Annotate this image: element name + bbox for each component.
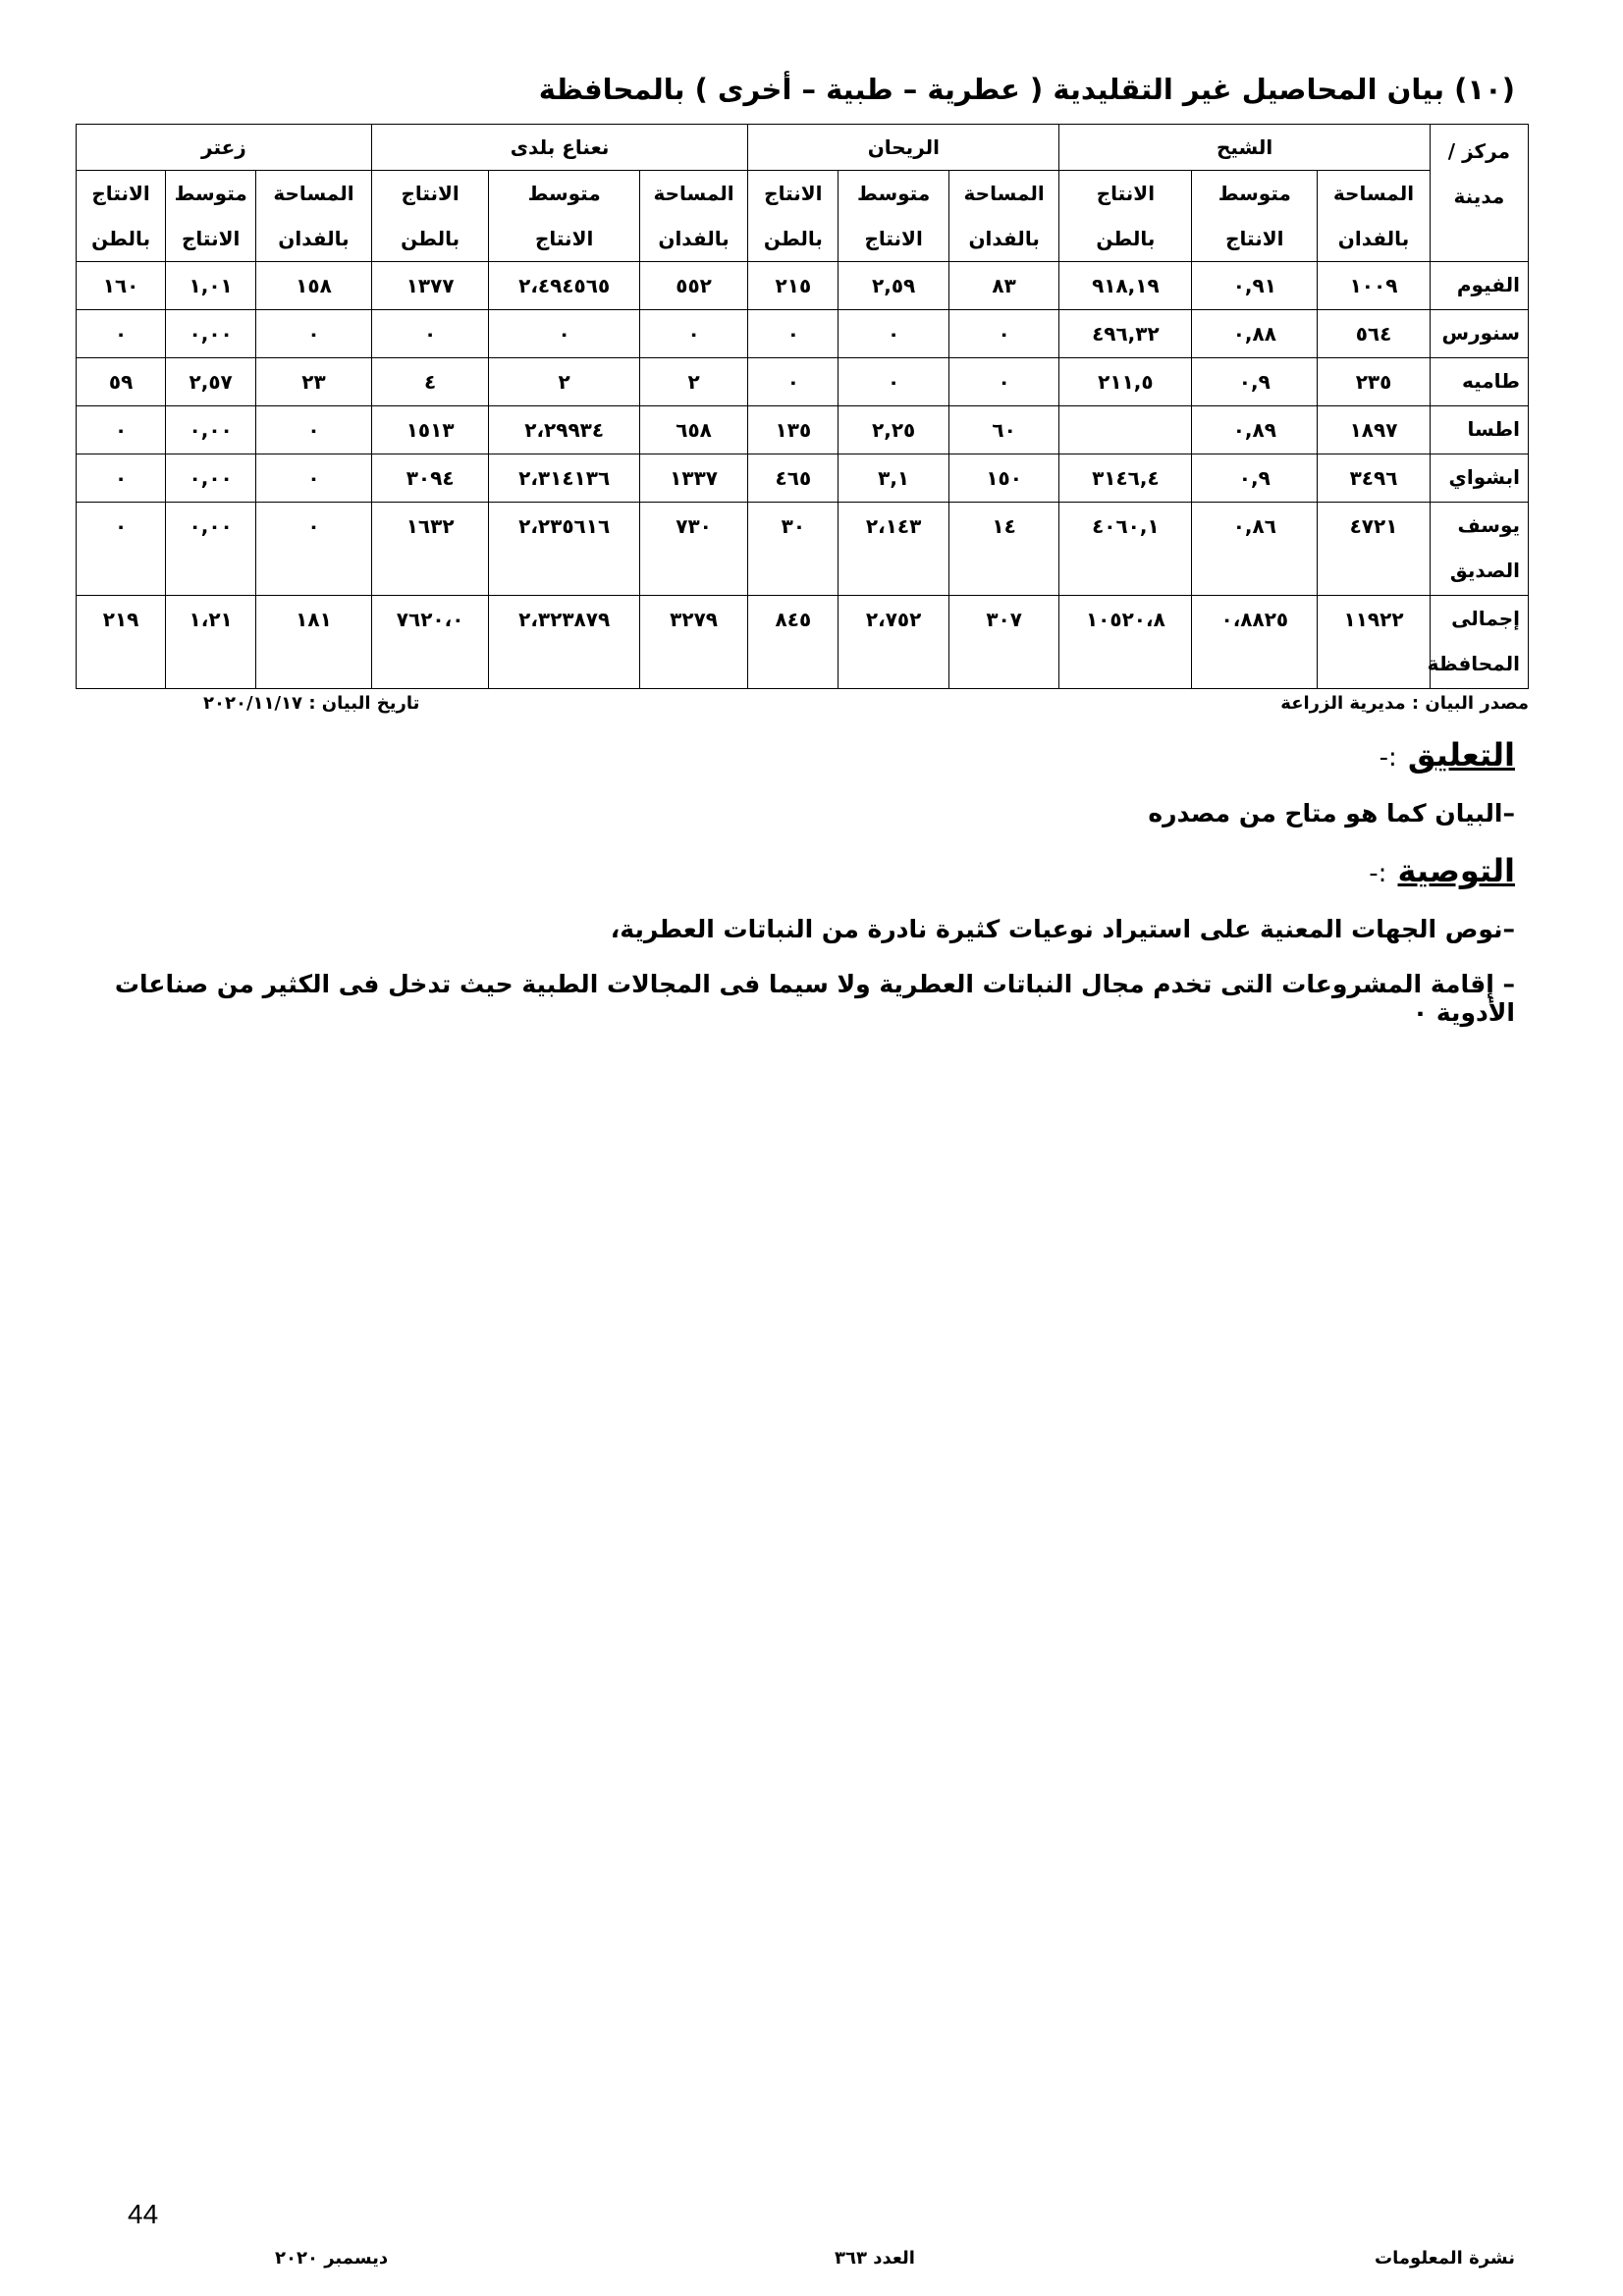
data-date: تاريخ البيان : ٢٠٢٠/١١/١٧	[203, 693, 420, 714]
value-cell: ٠	[639, 310, 747, 358]
value-cell: ٠	[256, 503, 372, 596]
page-title: (١٠) بيان المحاصيل غير التقليدية ( عطرية – طبية – أخرى ) بالمحافظة	[538, 73, 1515, 106]
subheader-line: الانتاج	[764, 182, 823, 205]
subheader-cell	[77, 171, 166, 262]
recommendation-heading-word: التوصية	[1397, 852, 1515, 889]
subheader-cell	[256, 171, 372, 262]
table-row	[77, 358, 1529, 406]
value-cell: ٢،٢٣٥٦١٦	[489, 503, 639, 596]
value-cell: ٠,٨٦	[1192, 503, 1318, 596]
subheader-line: الانتاج	[91, 182, 150, 205]
value-cell: ٨٣	[948, 262, 1059, 310]
value-cell: ١٦٠	[77, 262, 166, 310]
table-row	[77, 262, 1529, 310]
value-cell: ٠,٠٠	[166, 503, 256, 596]
center-name-cell: إجمالى المحافظة	[1430, 596, 1528, 689]
value-cell: ١٣٥	[748, 406, 839, 454]
value-cell: ٠,٩١	[1192, 262, 1318, 310]
subheader-line: بالطن	[1096, 227, 1156, 250]
value-cell: ٠,٠٠	[166, 310, 256, 358]
crops-table	[76, 124, 1529, 689]
recommendation-item-1: –نوص الجهات المعنية على استيراد نوعيات كثيرة نادرة من النباتات العطرية،	[610, 915, 1515, 943]
value-cell: ٣٠٩٤	[371, 454, 489, 503]
value-cell: ٩١٨,١٩	[1059, 262, 1192, 310]
comment-heading	[1380, 736, 1515, 774]
center-name-cell: اطسا	[1430, 406, 1528, 454]
value-cell: ٢,٥٩	[839, 262, 949, 310]
value-cell: ١٥١٣	[371, 406, 489, 454]
subheader-line: بالطن	[91, 227, 151, 250]
value-cell: ٠	[748, 310, 839, 358]
value-cell: ٣٠٧	[948, 596, 1059, 689]
value-cell: ٠	[371, 310, 489, 358]
value-cell: ٠	[839, 310, 949, 358]
value-cell: ٢،٢٩٩٣٤	[489, 406, 639, 454]
subheader-line: المساحة	[963, 182, 1045, 205]
subheader-line: بالفدان	[1337, 227, 1410, 250]
subheader-row	[77, 171, 1529, 262]
value-cell: ٢٣	[256, 358, 372, 406]
comment-heading-suffix: :-	[1379, 743, 1397, 773]
value-cell	[1059, 406, 1192, 454]
footer-issue: العدد ٣٦٣	[835, 2248, 915, 2269]
value-cell: ٠	[748, 358, 839, 406]
value-cell: ١٥٨	[256, 262, 372, 310]
subheader-line: الانتاج	[401, 182, 460, 205]
subheader-line: الانتاج	[181, 227, 241, 250]
value-cell: ١٤	[948, 503, 1059, 596]
value-cell: ١٣٣٧	[639, 454, 747, 503]
value-cell: ١١٩٢٢	[1318, 596, 1431, 689]
subheader-line: متوسط	[1217, 182, 1291, 205]
value-cell: ١٨٩٧	[1318, 406, 1431, 454]
value-cell: ٢	[639, 358, 747, 406]
value-cell: ٢،٣١٤١٣٦	[489, 454, 639, 503]
table-row	[77, 596, 1529, 689]
value-cell: ٨٤٥	[748, 596, 839, 689]
subheader-line: بالفدان	[278, 227, 350, 250]
page-number: 44	[128, 2199, 159, 2229]
subheader-line: بالفدان	[968, 227, 1040, 250]
value-cell: ٠	[256, 310, 372, 358]
value-cell: ٣٠	[748, 503, 839, 596]
group-header-basil: الريحان	[748, 125, 1059, 171]
recommendation-item-2: – إقامة المشروعات التى تخدم مجال النباتات العطرية ولا سيما فى المجالات الطبية حيث تدخل فى الكثير من صناعات الأدوية ٠	[114, 970, 1515, 1027]
subheader-line: الانتاج	[534, 227, 594, 250]
value-cell: ٠,٠٠	[166, 406, 256, 454]
subheader-cell	[839, 171, 949, 262]
subheader-line: بالطن	[401, 227, 460, 250]
table-row	[77, 454, 1529, 503]
value-cell: ٠,٠٠	[166, 454, 256, 503]
value-cell: ٢,٥٧	[166, 358, 256, 406]
value-cell: ٢،٤٩٤٥٦٥	[489, 262, 639, 310]
value-cell: ٠	[256, 406, 372, 454]
subheader-line: متوسط	[857, 182, 931, 205]
table-body	[77, 262, 1529, 689]
value-cell: ٠	[77, 454, 166, 503]
subheader-cell	[1059, 171, 1192, 262]
value-cell: ٠,٩	[1192, 358, 1318, 406]
group-header-wormwood: الشيح	[1059, 125, 1430, 171]
subheader-cell	[166, 171, 256, 262]
value-cell: ٠,٩	[1192, 454, 1318, 503]
center-header-line-1: مركز /	[1447, 139, 1510, 163]
value-cell: ٣,١	[839, 454, 949, 503]
value-cell: ٤٩٦,٣٢	[1059, 310, 1192, 358]
subheader-line: المساحة	[653, 182, 734, 205]
value-cell: ١٠٠٩	[1318, 262, 1431, 310]
value-cell: ٥٥٢	[639, 262, 747, 310]
value-cell: ٢١١,٥	[1059, 358, 1192, 406]
subheader-cell	[489, 171, 639, 262]
subheader-line: المساحة	[1332, 182, 1415, 205]
recommendation-heading	[1369, 852, 1515, 889]
recommendation-heading-suffix: :-	[1369, 859, 1387, 888]
value-cell: ٢١٥	[748, 262, 839, 310]
value-cell: ١,٠١	[166, 262, 256, 310]
value-cell: ٠,٨٩	[1192, 406, 1318, 454]
value-cell: ٠	[77, 406, 166, 454]
comment-heading-word: التعليق	[1407, 736, 1515, 774]
value-cell: ٤٦٥	[748, 454, 839, 503]
value-cell: ٢٣٥	[1318, 358, 1431, 406]
subheader-cell	[371, 171, 489, 262]
subheader-cell	[1318, 171, 1431, 262]
value-cell: ٥٦٤	[1318, 310, 1431, 358]
center-name-cell: يوسف الصديق	[1430, 503, 1528, 596]
value-cell: ١٣٧٧	[371, 262, 489, 310]
subheader-line: متوسط	[174, 182, 247, 205]
value-cell: ٣٤٩٦	[1318, 454, 1431, 503]
subheader-line: الانتاج	[1225, 227, 1284, 250]
value-cell: ٧٦٢٠،٠	[371, 596, 489, 689]
table-row	[77, 310, 1529, 358]
center-name-cell: سنورس	[1430, 310, 1528, 358]
value-cell: ٠	[948, 358, 1059, 406]
value-cell: ١،٢١	[166, 596, 256, 689]
subheader-line: الانتاج	[864, 227, 923, 250]
center-name-cell: طاميه	[1430, 358, 1528, 406]
value-cell: ٠	[256, 454, 372, 503]
value-cell: ٢،٣٢٣٨٧٩	[489, 596, 639, 689]
subheader-line: بالطن	[763, 227, 823, 250]
value-cell: ٢	[489, 358, 639, 406]
value-cell: ١٦٣٢	[371, 503, 489, 596]
value-cell: ٣١٤٦,٤	[1059, 454, 1192, 503]
comment-text: –البيان كما هو متاح من مصدره	[1148, 799, 1515, 828]
value-cell: ٢،٧٥٢	[839, 596, 949, 689]
value-cell: ٣٢٧٩	[639, 596, 747, 689]
value-cell: ٦٠	[948, 406, 1059, 454]
group-header-mint: نعناع بلدى	[371, 125, 748, 171]
center-header-line-2: مدينة	[1453, 185, 1505, 208]
value-cell: ٠،٨٨٢٥	[1192, 596, 1318, 689]
footer-publication: نشرة المعلومات	[1375, 2248, 1515, 2269]
value-cell: ٠	[77, 503, 166, 596]
center-name-cell: الفيوم	[1430, 262, 1528, 310]
value-cell: ٤٧٢١	[1318, 503, 1431, 596]
value-cell: ٢,٢٥	[839, 406, 949, 454]
table-row	[77, 406, 1529, 454]
value-cell: ٥٩	[77, 358, 166, 406]
value-cell: ٠	[489, 310, 639, 358]
value-cell: ٠	[948, 310, 1059, 358]
value-cell: ٠	[839, 358, 949, 406]
value-cell: ١٥٠	[948, 454, 1059, 503]
center-name-cell: ابشواي	[1430, 454, 1528, 503]
value-cell: ٢،١٤٣	[839, 503, 949, 596]
value-cell: ٧٣٠	[639, 503, 747, 596]
subheader-cell	[1192, 171, 1318, 262]
subheader-line: الانتاج	[1096, 182, 1156, 205]
value-cell: ٠	[77, 310, 166, 358]
value-cell: ٢١٩	[77, 596, 166, 689]
crops-table-container	[76, 124, 1529, 689]
value-cell: ١٨١	[256, 596, 372, 689]
value-cell: ٤	[371, 358, 489, 406]
subheader-cell	[948, 171, 1059, 262]
value-cell: ١٠٥٢٠،٨	[1059, 596, 1192, 689]
value-cell: ٦٥٨	[639, 406, 747, 454]
page-footer	[0, 2248, 1623, 2287]
subheader-cell	[639, 171, 747, 262]
center-column-header	[1430, 125, 1528, 262]
subheader-line: متوسط	[527, 182, 601, 205]
table-row	[77, 503, 1529, 596]
data-source: مصدر البيان : مديرية الزراعة	[1280, 693, 1529, 714]
value-cell: ٠,٨٨	[1192, 310, 1318, 358]
subheader-line: المساحة	[273, 182, 354, 205]
group-header-thyme: زعتر	[77, 125, 372, 171]
subheader-cell	[748, 171, 839, 262]
footer-month: ديسمبر ٢٠٢٠	[275, 2248, 389, 2269]
subheader-line: بالفدان	[658, 227, 730, 250]
value-cell: ٤٠٦٠,١	[1059, 503, 1192, 596]
